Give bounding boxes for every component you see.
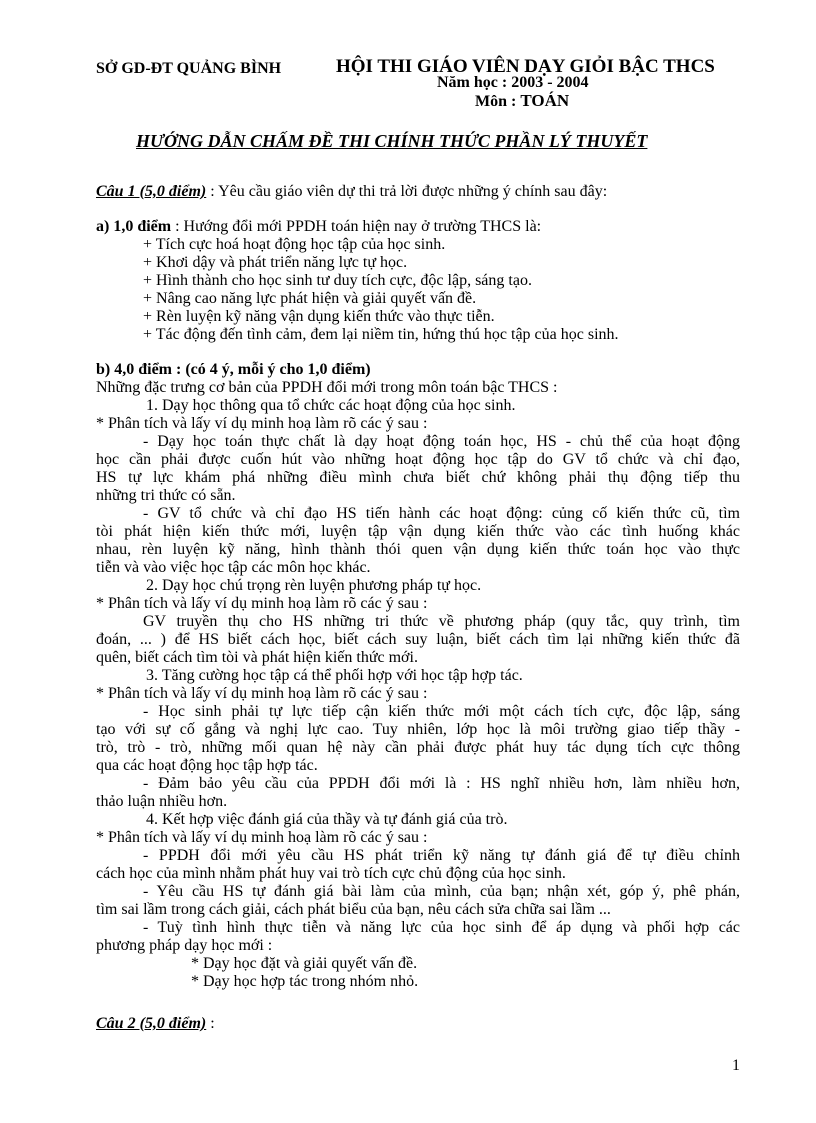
part-a-intro: : Hướng đổi mới PPDH toán hiện nay ở trường THCS là:: [171, 218, 542, 235]
question-2-label: Câu 2 (5,0 điểm): [96, 1015, 207, 1032]
part-a-item: + Hình thành cho học sinh tư duy tích cực, độc lập, sáng tạo.: [143, 272, 532, 289]
part-b-heading: b) 4,0 điểm : (có 4 ý, mỗi ý cho 1,0 điểm): [96, 361, 371, 378]
part-a-item: + Rèn luyện kỹ năng vận dụng kiến thức vào thực tiễn.: [143, 308, 495, 325]
feature-4-heading: 4. Kết hợp việc đánh giá của thầy và tự đánh giá của trò.: [146, 811, 508, 828]
feature-1-heading: 1. Dạy học thông qua tổ chức các hoạt động của học sinh.: [146, 397, 516, 414]
paragraph-line: những tri thức có sẵn.: [96, 487, 236, 504]
paragraph-line: học cần phải được cuốn hút vào những hoạt động học tập do GV tổ chức và chỉ đạo,: [96, 451, 740, 468]
paragraph-line: - Học sinh phải tự lực tiếp cận kiến thức mới một cách tích cực, độc lập, sáng: [143, 703, 740, 720]
department-name: SỞ GD-ĐT QUẢNG BÌNH: [96, 60, 282, 77]
part-a-item: + Nâng cao năng lực phát hiện và giải quyết vấn đề.: [143, 290, 477, 307]
paragraph-line: - Dạy học toán thực chất là dạy hoạt động toán học, HS - chủ thể của hoạt động: [143, 433, 740, 450]
paragraph-line: tìm sai lầm trong cách giải, cách phát biểu của bạn, nêu cách sửa chữa sai lầm ...: [96, 901, 611, 918]
question-1-heading: [96, 183, 607, 201]
question-2-suffix: :: [206, 1015, 215, 1032]
method-item: * Dạy học hợp tác trong nhóm nhỏ.: [191, 973, 419, 990]
paragraph-line: trò, trò - trò, những mối quan hệ này cần phải được phát huy tác dụng tích cực thông: [96, 739, 740, 756]
paragraph-line: tạo với sự cố gắng và nghị lực cao. Tuy nhiên, lớp học là môi trường giao tiếp thầy -: [96, 721, 740, 738]
paragraph-line: đoán, ... ) để HS biết cách học, biết cách suy luận, biết cách tìm lại những kiến thức đã: [96, 631, 740, 648]
paragraph-line: - Tuỳ tình hình thực tiễn và năng lực của học sinh để áp dụng và phối hợp các: [143, 919, 740, 936]
paragraph-line: nhau, rèn luyện kỹ năng, hình thành thói quen vận dụng kiến thức toán học vào thực: [96, 541, 740, 558]
page-number: 1: [732, 1057, 740, 1074]
question-1-label: Câu 1 (5,0 điểm): [96, 183, 207, 200]
paragraph-line: - GV tổ chức và chỉ đạo HS tiến hành các hoạt động: củng cố kiến thức cũ, tìm: [143, 505, 740, 522]
paragraph-line: qua các hoạt động học tập hợp tác.: [96, 757, 318, 774]
paragraph-line: quên, biết cách tìm tòi và phát hiện kiến thức mới.: [96, 649, 418, 666]
document-title: HƯỚNG DẪN CHẤM ĐỀ THI CHÍNH THỨC PHẦN LÝ THUYẾT: [136, 131, 648, 151]
paragraph-line: thảo luận nhiều hơn.: [96, 793, 228, 810]
method-item: * Dạy học đặt và giải quyết vấn đề.: [191, 955, 418, 972]
analysis-note: * Phân tích và lấy ví dụ minh hoạ làm rõ các ý sau :: [96, 415, 428, 432]
part-a-item: + Khơi dậy và phát triển năng lực tự học.: [143, 254, 408, 271]
part-a-item: + Tích cực hoá hoạt động học tập của học sinh.: [143, 236, 446, 253]
paragraph-line: - Yêu cầu HS tự đánh giá bài làm của mình, của bạn; nhận xét, góp ý, phê phán,: [143, 883, 740, 900]
subject-line: [475, 92, 569, 111]
paragraph-line: GV truyền thụ cho HS những tri thức về phương pháp (quy tắc, quy trình, tìm: [143, 613, 740, 630]
subject-name: TOÁN: [520, 91, 570, 110]
question-1-intro: : Yêu cầu giáo viên dự thi trả lời được những ý chính sau đây:: [206, 183, 608, 200]
feature-2-heading: 2. Dạy học chú trọng rèn luyện phương pháp tự học.: [146, 577, 482, 594]
analysis-note: * Phân tích và lấy ví dụ minh hoạ làm rõ các ý sau :: [96, 829, 428, 846]
paragraph-line: - PPDH đổi mới yêu cầu HS phát triển kỹ năng tự đánh giá để tự điều chỉnh: [143, 847, 740, 864]
paragraph-line: tiễn và vào việc học tập các môn học khác.: [96, 559, 371, 576]
question-2-heading: [96, 1015, 215, 1033]
feature-3-heading: 3. Tăng cường học tập cá thể phối hợp với học tập hợp tác.: [146, 667, 523, 684]
analysis-note: * Phân tích và lấy ví dụ minh hoạ làm rõ các ý sau :: [96, 685, 428, 702]
paragraph-line: tòi phát hiện kiến thức mới, luyện tập vận dụng kiến thức vào các tình huống khác: [96, 523, 740, 540]
paragraph-line: HS tự lực khám phá những điều mình chưa biết chứ không phải thụ động tiếp thu: [96, 469, 740, 486]
subject-label: Môn :: [475, 93, 521, 110]
part-a-label: a) 1,0 điểm: [96, 218, 172, 235]
paragraph-line: phương pháp dạy học mới :: [96, 937, 273, 954]
contest-title: HỘI THI GIÁO VIÊN DẠY GIỎI BẬC THCS: [336, 56, 715, 77]
paragraph-line: cách học của mình nhằm phát huy vai trò tích cực chủ động của học sinh.: [96, 865, 566, 882]
paragraph-line: - Đảm bảo yêu cầu của PPDH đổi mới là : HS nghĩ nhiều hơn, làm nhiều hơn,: [143, 775, 740, 792]
part-b-intro: Những đặc trưng cơ bản của PPDH đổi mới trong môn toán bậc THCS :: [96, 379, 558, 396]
part-a-heading: [96, 218, 541, 236]
school-year: Năm học : 2003 - 2004: [437, 74, 589, 91]
part-a-item: + Tác động đến tình cảm, đem lại niềm tin, hứng thú học tập của học sinh.: [143, 326, 619, 343]
analysis-note: * Phân tích và lấy ví dụ minh hoạ làm rõ các ý sau :: [96, 595, 428, 612]
